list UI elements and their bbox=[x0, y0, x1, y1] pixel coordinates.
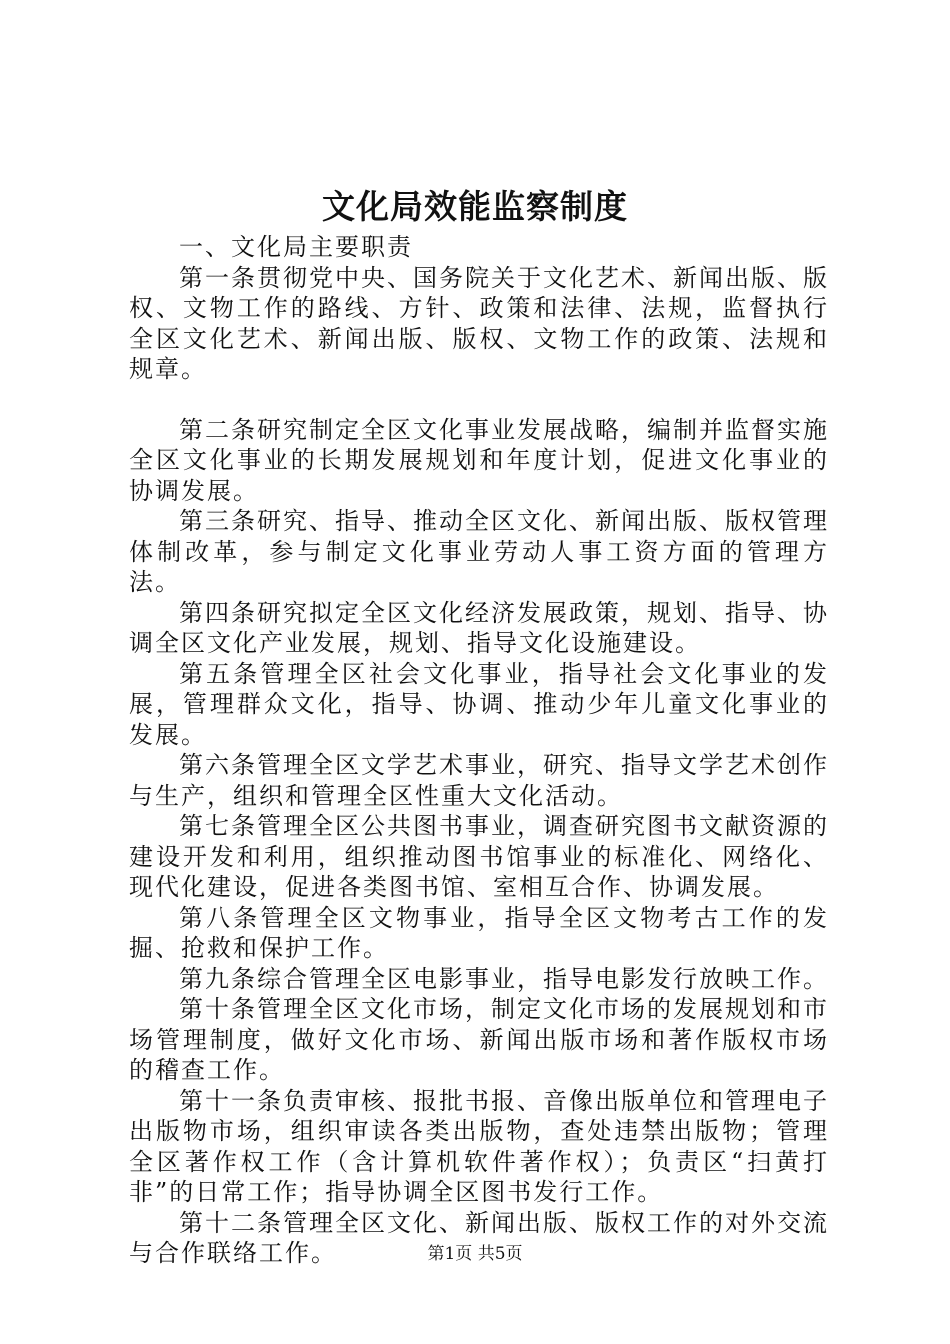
document-title: 文化局效能监察制度 bbox=[322, 187, 628, 226]
article-10: 第十条管理全区文化市场，制定文化市场的发展规划和市场管理制度，做好文化市场、新闻出版市场和著作版权市场的稽查工作。 bbox=[129, 995, 829, 1084]
article-7: 第七条管理全区公共图书事业，调查研究图书文献资源的建设开发和利用，组织推动图书馆事业的标准化、网络化、现代化建设，促进各类图书馆、室相互合作、协调发展。 bbox=[129, 812, 829, 901]
article-5: 第五条管理全区社会文化事业，指导社会文化事业的发展，管理群众文化，指导、协调、推动少年儿童文化事业的发展。 bbox=[129, 659, 829, 749]
page-footer: 第1页 共5页 bbox=[427, 1244, 523, 1264]
article-11: 第十一条负责审核、报批书报、音像出版单位和管理电子出版物市场，组织审读各类出版物，查处违禁出版物；管理全区著作权工作（含计算机软件著作权）；负责区“扫黄打非”的日常工作；指导协调全区图书发行工作。 bbox=[129, 1086, 829, 1206]
article-6: 第六条管理全区文学艺术事业，研究、指导文学艺术创作与生产，组织和管理全区性重大文化活动。 bbox=[129, 751, 829, 810]
article-12: 第十二条管理全区文化、新闻出版、版权工作的对外交流与合作联络工作。 bbox=[129, 1208, 829, 1267]
document-body bbox=[129, 232, 829, 1269]
article-4: 第四条研究拟定全区文化经济发展政策，规划、指导、协调全区文化产业发展，规划、指导文化设施建设。 bbox=[129, 598, 829, 657]
section-heading: 一、文化局主要职责 bbox=[179, 233, 413, 261]
article-3: 第三条研究、指导、推动全区文化、新闻出版、版权管理体制改革，参与制定文化事业劳动人事工资方面的管理方法。 bbox=[129, 507, 829, 596]
article-1: 第一条贯彻党中央、国务院关于文化艺术、新闻出版、版权、文物工作的路线、方针、政策和法律、法规，监督执行全区文化艺术、新闻出版、版权、文物工作的政策、法规和规章。 bbox=[129, 263, 829, 383]
article-2: 第二条研究制定全区文化事业发展战略，编制并监督实施全区文化事业的长期发展规划和年度计划，促进文化事业的协调发展。 bbox=[129, 415, 829, 505]
article-8: 第八条管理全区文物事业，指导全区文物考古工作的发掘、抢救和保护工作。 bbox=[129, 903, 829, 962]
article-9: 第九条综合管理全区电影事业，指导电影发行放映工作。 bbox=[179, 964, 829, 993]
